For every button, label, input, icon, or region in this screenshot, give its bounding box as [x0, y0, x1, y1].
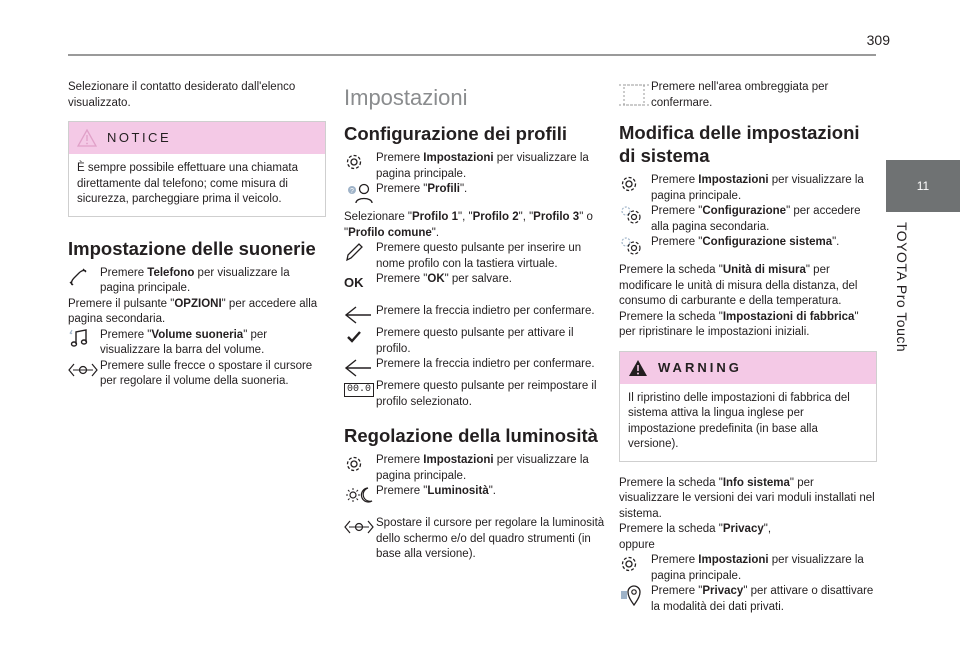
intro-text: Selezionare il contatto desiderato dall'elenco visualizzato. — [68, 81, 296, 109]
profiles-step-1: Premere Impostazioni per visualizzare la pagina principale. — [344, 151, 606, 182]
section-title: Impostazioni — [344, 85, 468, 110]
profiles-step-5: OK Premere "OK" per salvare. — [344, 273, 512, 291]
warning-title: WARNING — [658, 359, 742, 375]
ringtone-step-1: Premere Telefono per visualizzare la pagina principale. — [68, 266, 326, 297]
warning-body: Il ripristino delle impostazioni di fabbrica del sistema attiva la lingua inglese per impostazione predefinita (in base alla versione). — [628, 391, 850, 450]
system-step-1: Premere Impostazioni per visualizzare la pagina principale. — [619, 173, 877, 204]
reset-counter-icon: 00.0 — [344, 383, 374, 397]
chapter-tab[interactable]: 11 — [886, 160, 960, 212]
privacy-step-1: Premere Impostazioni per visualizzare la pagina principale. — [619, 553, 877, 584]
phone-icon — [68, 267, 88, 287]
ringtone-step-3: Premere "Volume suoneria" per visualizzare la barra del volume. — [68, 328, 326, 359]
profiles-step-7: Premere questo pulsante per attivare il profilo. — [344, 326, 606, 357]
double-gear-icon — [619, 204, 643, 226]
pencil-icon — [344, 241, 364, 263]
side-label: TOYOTA Pro Touch — [894, 222, 910, 353]
gear-icon — [619, 554, 639, 574]
slider-arrows-icon — [68, 362, 98, 378]
slider-arrows-icon — [344, 519, 374, 535]
shaded-area-step: Premere nell'area ombreggiata per confermare. — [619, 80, 877, 111]
back-arrow-icon — [344, 358, 372, 378]
notice-header — [69, 122, 325, 154]
double-gear-icon — [619, 235, 643, 257]
gear-icon — [619, 174, 639, 194]
warning-triangle-icon — [77, 129, 97, 147]
privacy-location-icon — [619, 583, 643, 607]
brightness-step-3: Spostare il cursore per regolare la luminosità dello schermo e/o del quadro strumenti (in base alla versione). — [344, 516, 606, 563]
notice-title: NOTICE — [107, 130, 172, 146]
info-system-text: Premere la scheda "Info sistema" per visualizzare le versioni dei vari moduli installati nel sistema. — [619, 476, 875, 520]
profiles-heading: Configurazione dei profili — [344, 123, 568, 144]
privacy-step-2: Premere "Privacy" per attivare o disattivare la modalità dei dati privati. — [619, 584, 877, 615]
ringtone-step-2: Premere il pulsante "OPZIONI" per accedere alla pagina secondaria. — [68, 297, 318, 325]
sun-moon-icon — [344, 485, 374, 505]
ringtone-heading: Impostazione delle suonerie — [68, 237, 316, 259]
music-note-icon — [68, 328, 90, 350]
ok-icon: OK — [344, 275, 364, 291]
ringtone-step-4: Premere sulle frecce o spostare il cursore per regolare il volume della suoneria. — [68, 359, 326, 390]
brightness-step-2: Premere "Luminosità". — [344, 484, 606, 506]
profiles-step-2: ? Premere "Profili". — [344, 182, 606, 204]
privacy-tab-text: Premere la scheda "Privacy", — [619, 523, 772, 535]
profiles-step-3: Selezionare "Profilo 1", "Profilo 2", "Profilo 3" o "Profilo comune". — [344, 211, 593, 239]
column-3 — [619, 80, 877, 615]
column-1 — [68, 80, 326, 390]
system-heading: Modifica delle impostazioni di sistema — [619, 122, 860, 166]
warning-header — [620, 352, 876, 384]
system-step-5: Premere la scheda "Impostazioni di fabbrica" per ripristinare le impostazioni iniziali. — [619, 310, 859, 338]
gear-icon — [344, 152, 364, 172]
header-rule — [68, 54, 876, 56]
page-number: 309 — [866, 32, 890, 48]
back-arrow-icon — [344, 305, 372, 325]
profiles-step-4: Premere questo pulsante per inserire un nome profilo con la tastiera virtuale. — [344, 241, 606, 272]
notice-body: È sempre possibile effettuare una chiamata direttamente dal telefono; come misura di sicurezza, parcheggiare prima il veicolo. — [77, 162, 298, 205]
system-step-4: Premere la scheda "Unità di misura" per modificare le unità di misura della distanza, del consumo di carburante e della temperatura. — [619, 264, 858, 307]
warning-box — [619, 351, 877, 462]
system-step-2: Premere "Configurazione" per accedere alla pagina secondaria. — [619, 204, 877, 235]
oppure-text: oppure — [619, 538, 655, 551]
gear-icon — [344, 454, 364, 474]
warning-triangle-icon — [628, 359, 648, 377]
system-step-3: Premere "Configurazione sistema". — [619, 235, 877, 257]
svg-text:?: ? — [350, 188, 354, 195]
profiles-step-9: 00.0 Premere questo pulsante per reimpostare il profilo selezionato. — [344, 379, 606, 410]
shaded-area-icon — [619, 80, 649, 110]
column-2 — [344, 80, 606, 563]
profiles-step-6: Premere la freccia indietro per confermare. — [344, 304, 606, 326]
brightness-heading: Regolazione della luminosità — [344, 425, 598, 446]
profiles-step-8: Premere la freccia indietro per confermare. — [344, 357, 606, 379]
checkmark-icon — [344, 328, 364, 346]
notice-box — [68, 121, 326, 217]
brightness-step-1: Premere Impostazioni per visualizzare la pagina principale. — [344, 453, 606, 484]
profile-users-icon — [344, 182, 374, 204]
